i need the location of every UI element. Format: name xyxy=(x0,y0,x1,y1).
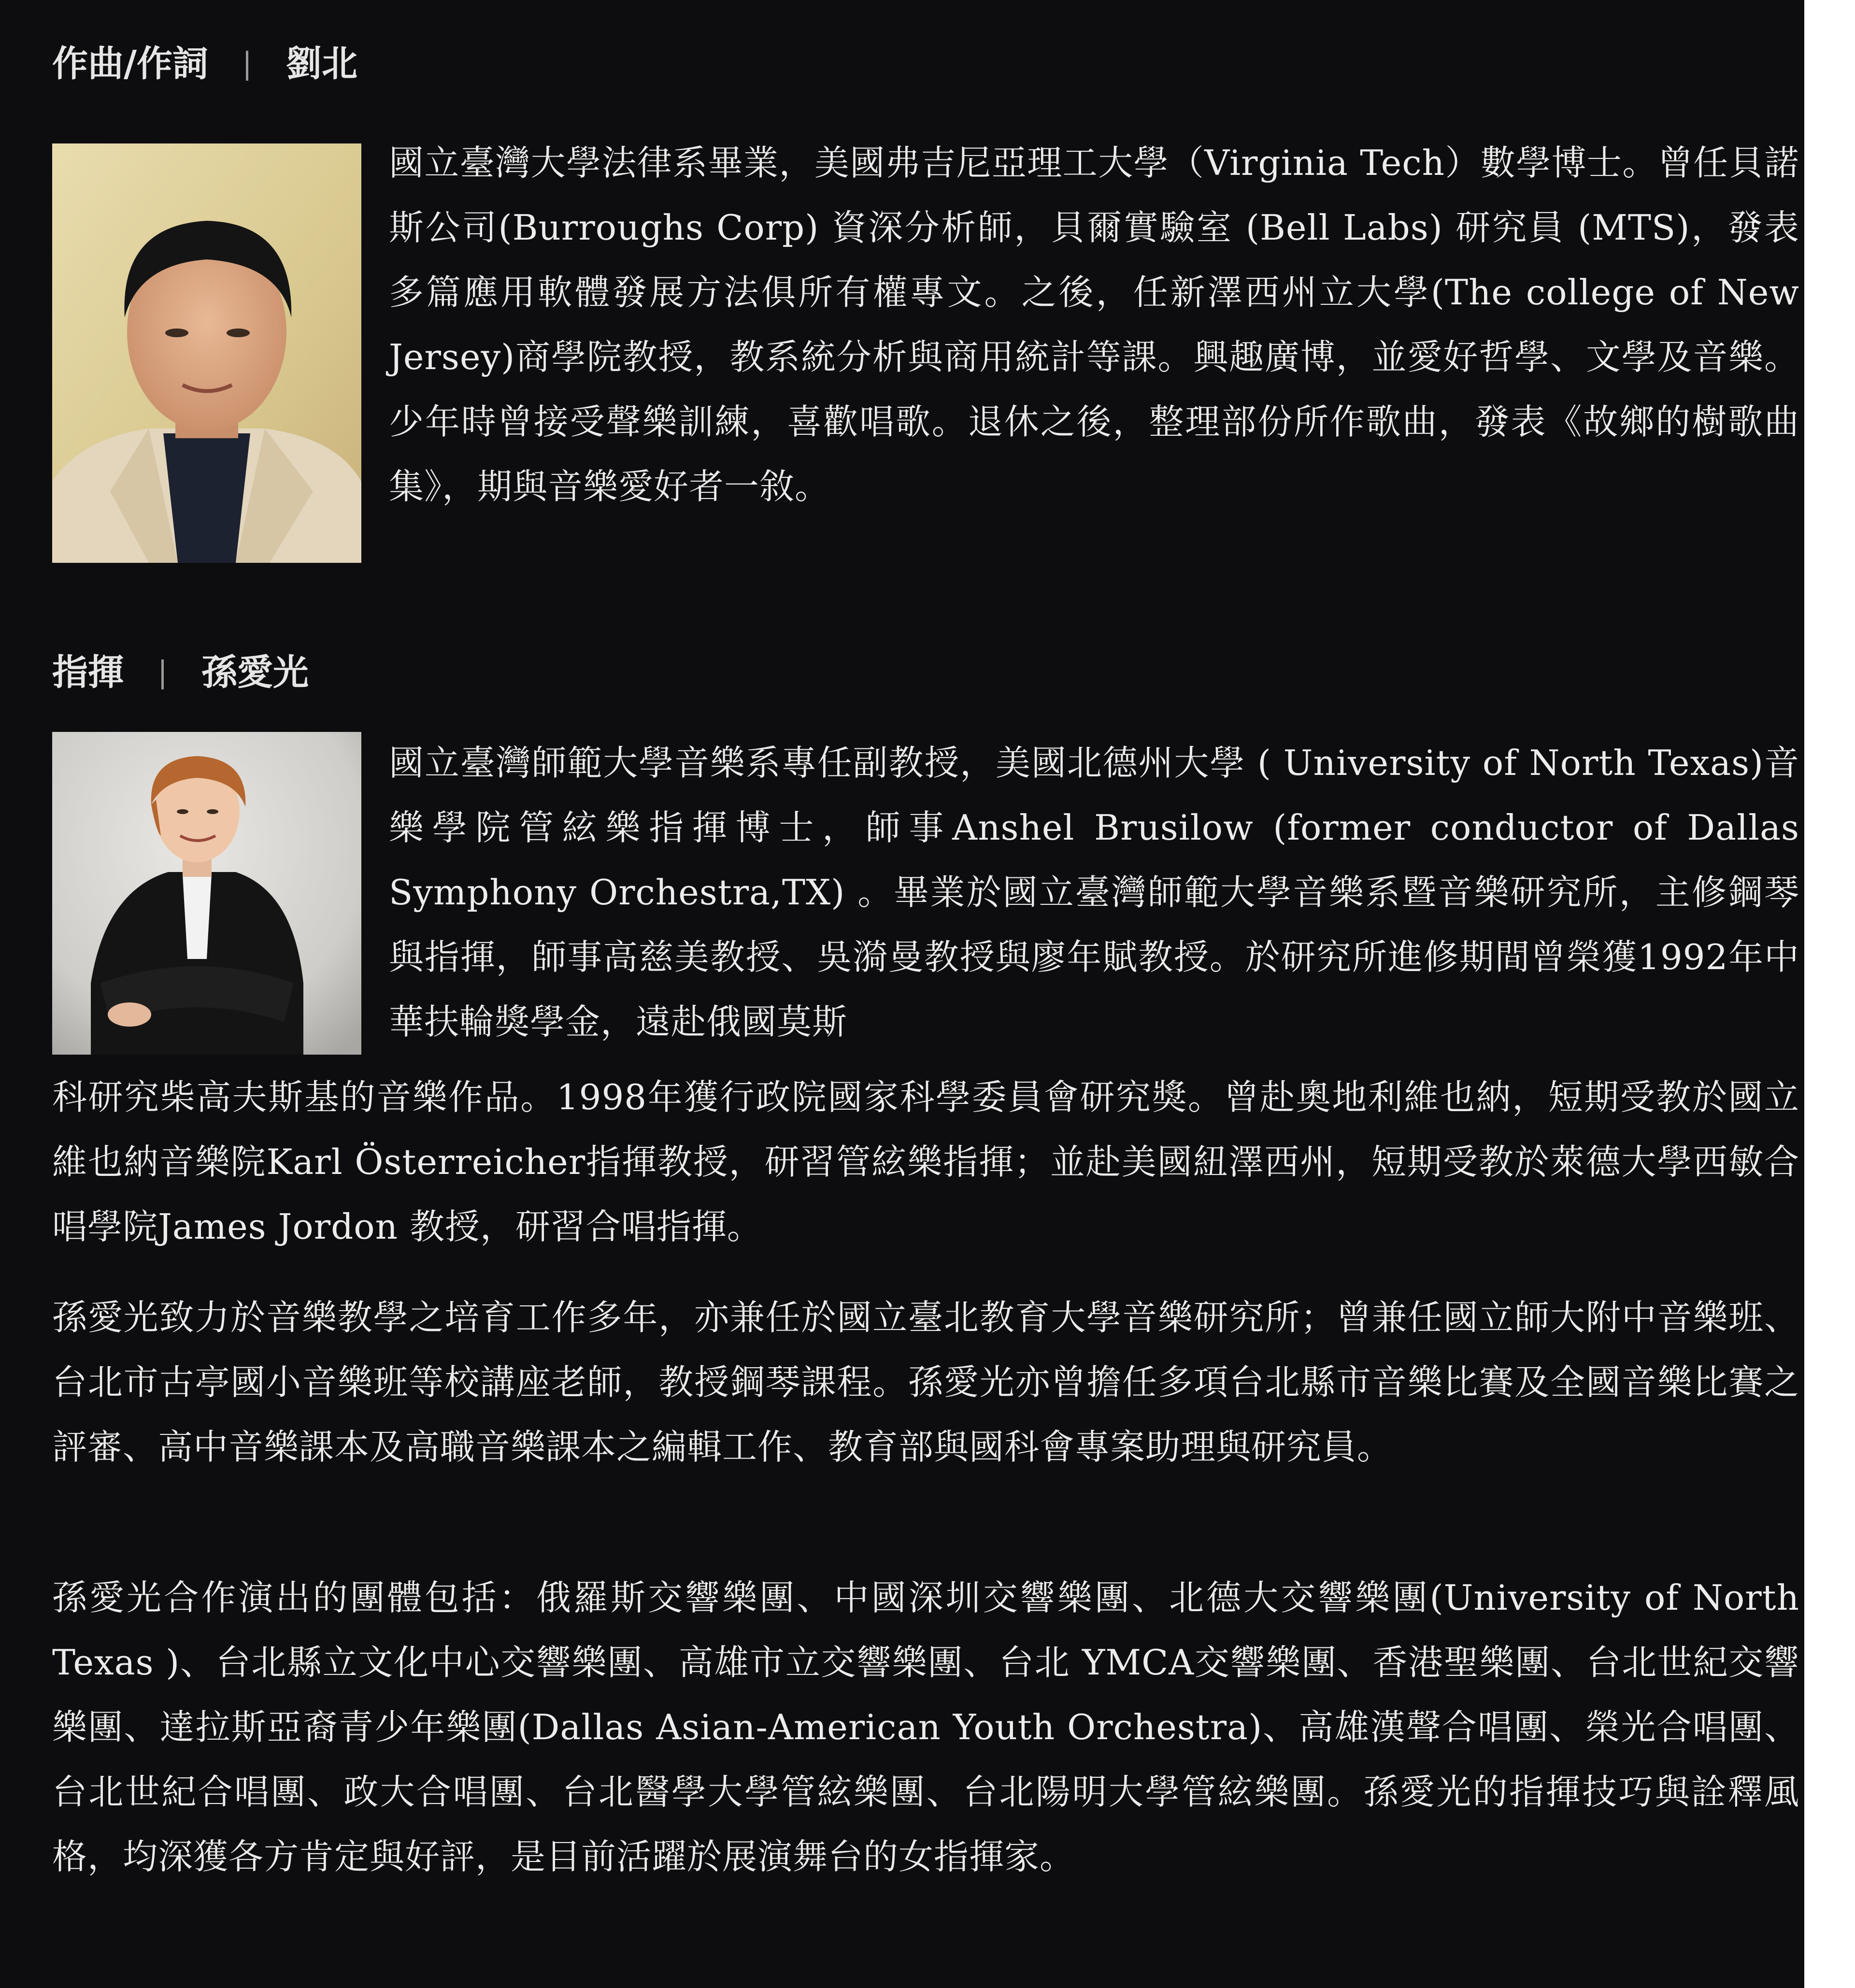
conductor-photo xyxy=(52,732,361,1055)
composer-bio: 國立臺灣大學法律系畢業，美國弗吉尼亞理工大學（Virginia Tech）數學博士。曾任貝諾斯公司(Burroughs Corp) 資深分析師，貝爾實驗室 (Bell Labs) 研究員 (MTS)，發表多篇應用軟體發展方法俱所有權專文。之後，任新澤西州立大學(The college of New Jersey)商學院教授，教系統分析與商用統計等課。興趣廣博，並愛好哲學、文學及音樂。少年時曾接受聲樂訓練，喜歡唱歌。退休之後，整理部份所作歌曲，發表《故鄉的樹歌曲集》，期與音樂愛好者一敘。 xyxy=(389,143,1799,507)
conductor-bio-performances: 孫愛光合作演出的團體包括：俄羅斯交響樂團、中國深圳交響樂團、北德大交響樂團(University of North Texas )、台北縣立文化中心交響樂團、高雄市立交響樂團、台北 YMCA交響樂團、香港聖樂團、台北世紀交響樂團、達拉斯亞裔青少年樂團(Dallas Asian-American Youth Orchestra)、高雄漢聲合唱團、榮光合唱團、台北世紀合唱團、政大合唱團、台北醫學大學管絃樂團、台北陽明大學管絃樂團。孫愛光的指揮技巧與詮釋風格，均深獲各方肯定與好評，是目前活躍於展演舞台的女指揮家。 xyxy=(52,1577,1799,1877)
page-edge-strip xyxy=(1804,0,1855,1988)
conductor-bio-continued: 科研究柴高夫斯基的音樂作品。1998年獲行政院國家科學委員會研究獎。曾赴奧地利維也納，短期受教於國立維也納音樂院Karl Österreicher指揮教授，研習管絃樂指揮；並赴美國紐澤西州，短期受教於萊德大學西敏合唱學院James Jordon 教授，研習合唱指揮。 xyxy=(52,1077,1799,1247)
conductor-bio-teaching: 孫愛光致力於音樂教學之培育工作多年，亦兼任於國立臺北教育大學音樂研究所；曾兼任國立師大附中音樂班、台北市古亭國小音樂班等校講座老師，教授鋼琴課程。孫愛光亦曾擔任多項台北縣市音樂比賽及全國音樂比賽之評審、高中音樂課本及高職音樂課本之編輯工作、教育部與國科會專案助理與研究員。 xyxy=(52,1297,1799,1467)
composer-heading xyxy=(52,43,358,85)
composer-photo xyxy=(52,143,361,563)
conductor-name: 孫愛光 xyxy=(201,652,309,693)
heading-divider xyxy=(161,659,164,689)
conductor-role: 指揮 xyxy=(52,652,124,693)
composer-role: 作曲/作詞 xyxy=(52,43,209,85)
conductor-bio-intro: 國立臺灣師範大學音樂系專任副教授，美國北德州大學 ( University of North Texas)音樂學院管絃樂指揮博士，師事Anshel Brusilow (former conductor of Dallas Symphony Orchestra,TX) 。畢業於國立臺灣師範大學音樂系暨音樂研究所，主修鋼琴與指揮，師事高慈美教授、吳漪曼教授與廖年賦教授。於研究所進修期間曾榮獲1992年中華扶輪獎學金，遠赴俄國莫斯 xyxy=(389,743,1799,1042)
heading-divider xyxy=(246,51,248,81)
conductor-heading xyxy=(52,652,309,693)
composer-name: 劉北 xyxy=(286,43,358,85)
